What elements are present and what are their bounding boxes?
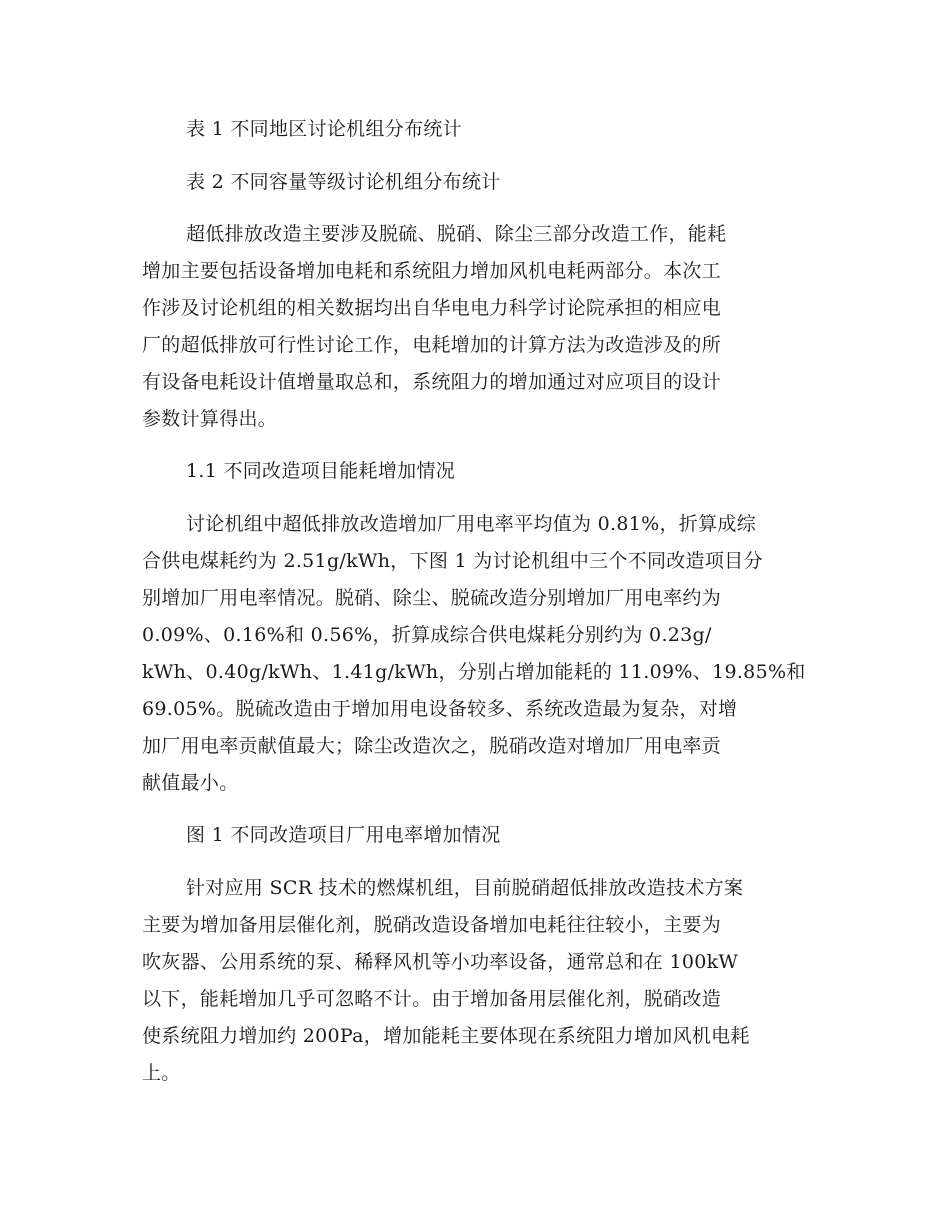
paragraph-line: 针对应用 SCR 技术的燃煤机组，目前脱硝超低排放改造技术方案 — [186, 877, 744, 899]
paragraph-line: kWh、0.40g/kWh、1.41g/kWh，分别占增加能耗的 11.09%、19.85%和 — [142, 661, 806, 683]
paragraph-line: 献值最小。 — [142, 772, 239, 794]
figure1-caption: 图 1 不同改造项目厂用电率增加情况 — [186, 824, 501, 846]
paragraph-line: 69.05%。脱硫改造由于增加用电设备较多、系统改造最为复杂，对增 — [142, 698, 738, 720]
paragraph-line: 以下，能耗增加几乎可忽略不计。由于增加备用层催化剂，脱硝改造 — [142, 988, 722, 1010]
paragraph-line: 0.09%、0.16%和 0.56%，折算成综合供电煤耗分别约为 0.23g/ — [142, 624, 712, 646]
table2-caption: 表 2 不同容量等级讨论机组分布统计 — [186, 171, 501, 193]
paragraph-line: 超低排放改造主要涉及脱硫、脱硝、除尘三部分改造工作，能耗 — [186, 223, 727, 245]
section-heading: 1.1 不同改造项目能耗增加情况 — [186, 460, 456, 482]
paragraph-line: 有设备电耗设计值增量取总和，系统阻力的增加通过对应项目的设计 — [142, 371, 722, 393]
paragraph-line: 作涉及讨论机组的相关数据均出自华电电力科学讨论院承担的相应电 — [142, 297, 722, 319]
paragraph-line: 加厂用电率贡献值最大；除尘改造次之，脱硝改造对增加厂用电率贡 — [142, 735, 722, 757]
paragraph-line: 参数计算得出。 — [142, 408, 278, 430]
paragraph-line: 上。 — [142, 1062, 181, 1084]
paragraph-line: 主要为增加备用层催化剂，脱硝改造设备增加电耗往往较小，主要为 — [142, 914, 722, 936]
paragraph-line: 讨论机组中超低排放改造增加厂用电率平均值为 0.81%，折算成综 — [186, 513, 756, 535]
paragraph-line: 增加主要包括设备增加电耗和系统阻力增加风机电耗两部分。本次工 — [142, 260, 722, 282]
paragraph-line: 吹灰器、公用系统的泵、稀释风机等小功率设备，通常总和在 100kW — [142, 951, 739, 973]
paragraph-line: 合供电煤耗约为 2.51g/kWh，下图 1 为讨论机组中三个不同改造项目分 — [142, 550, 763, 572]
table1-caption: 表 1 不同地区讨论机组分布统计 — [186, 118, 462, 140]
paragraph-line: 厂的超低排放可行性讨论工作，电耗增加的计算方法为改造涉及的所 — [142, 334, 722, 356]
paragraph-line: 使系统阻力增加约 200Pa，增加能耗主要体现在系统阻力增加风机电耗 — [142, 1025, 750, 1047]
paragraph-line: 别增加厂用电率情况。脱硝、除尘、脱硫改造分别增加厂用电率约为 — [142, 587, 722, 609]
